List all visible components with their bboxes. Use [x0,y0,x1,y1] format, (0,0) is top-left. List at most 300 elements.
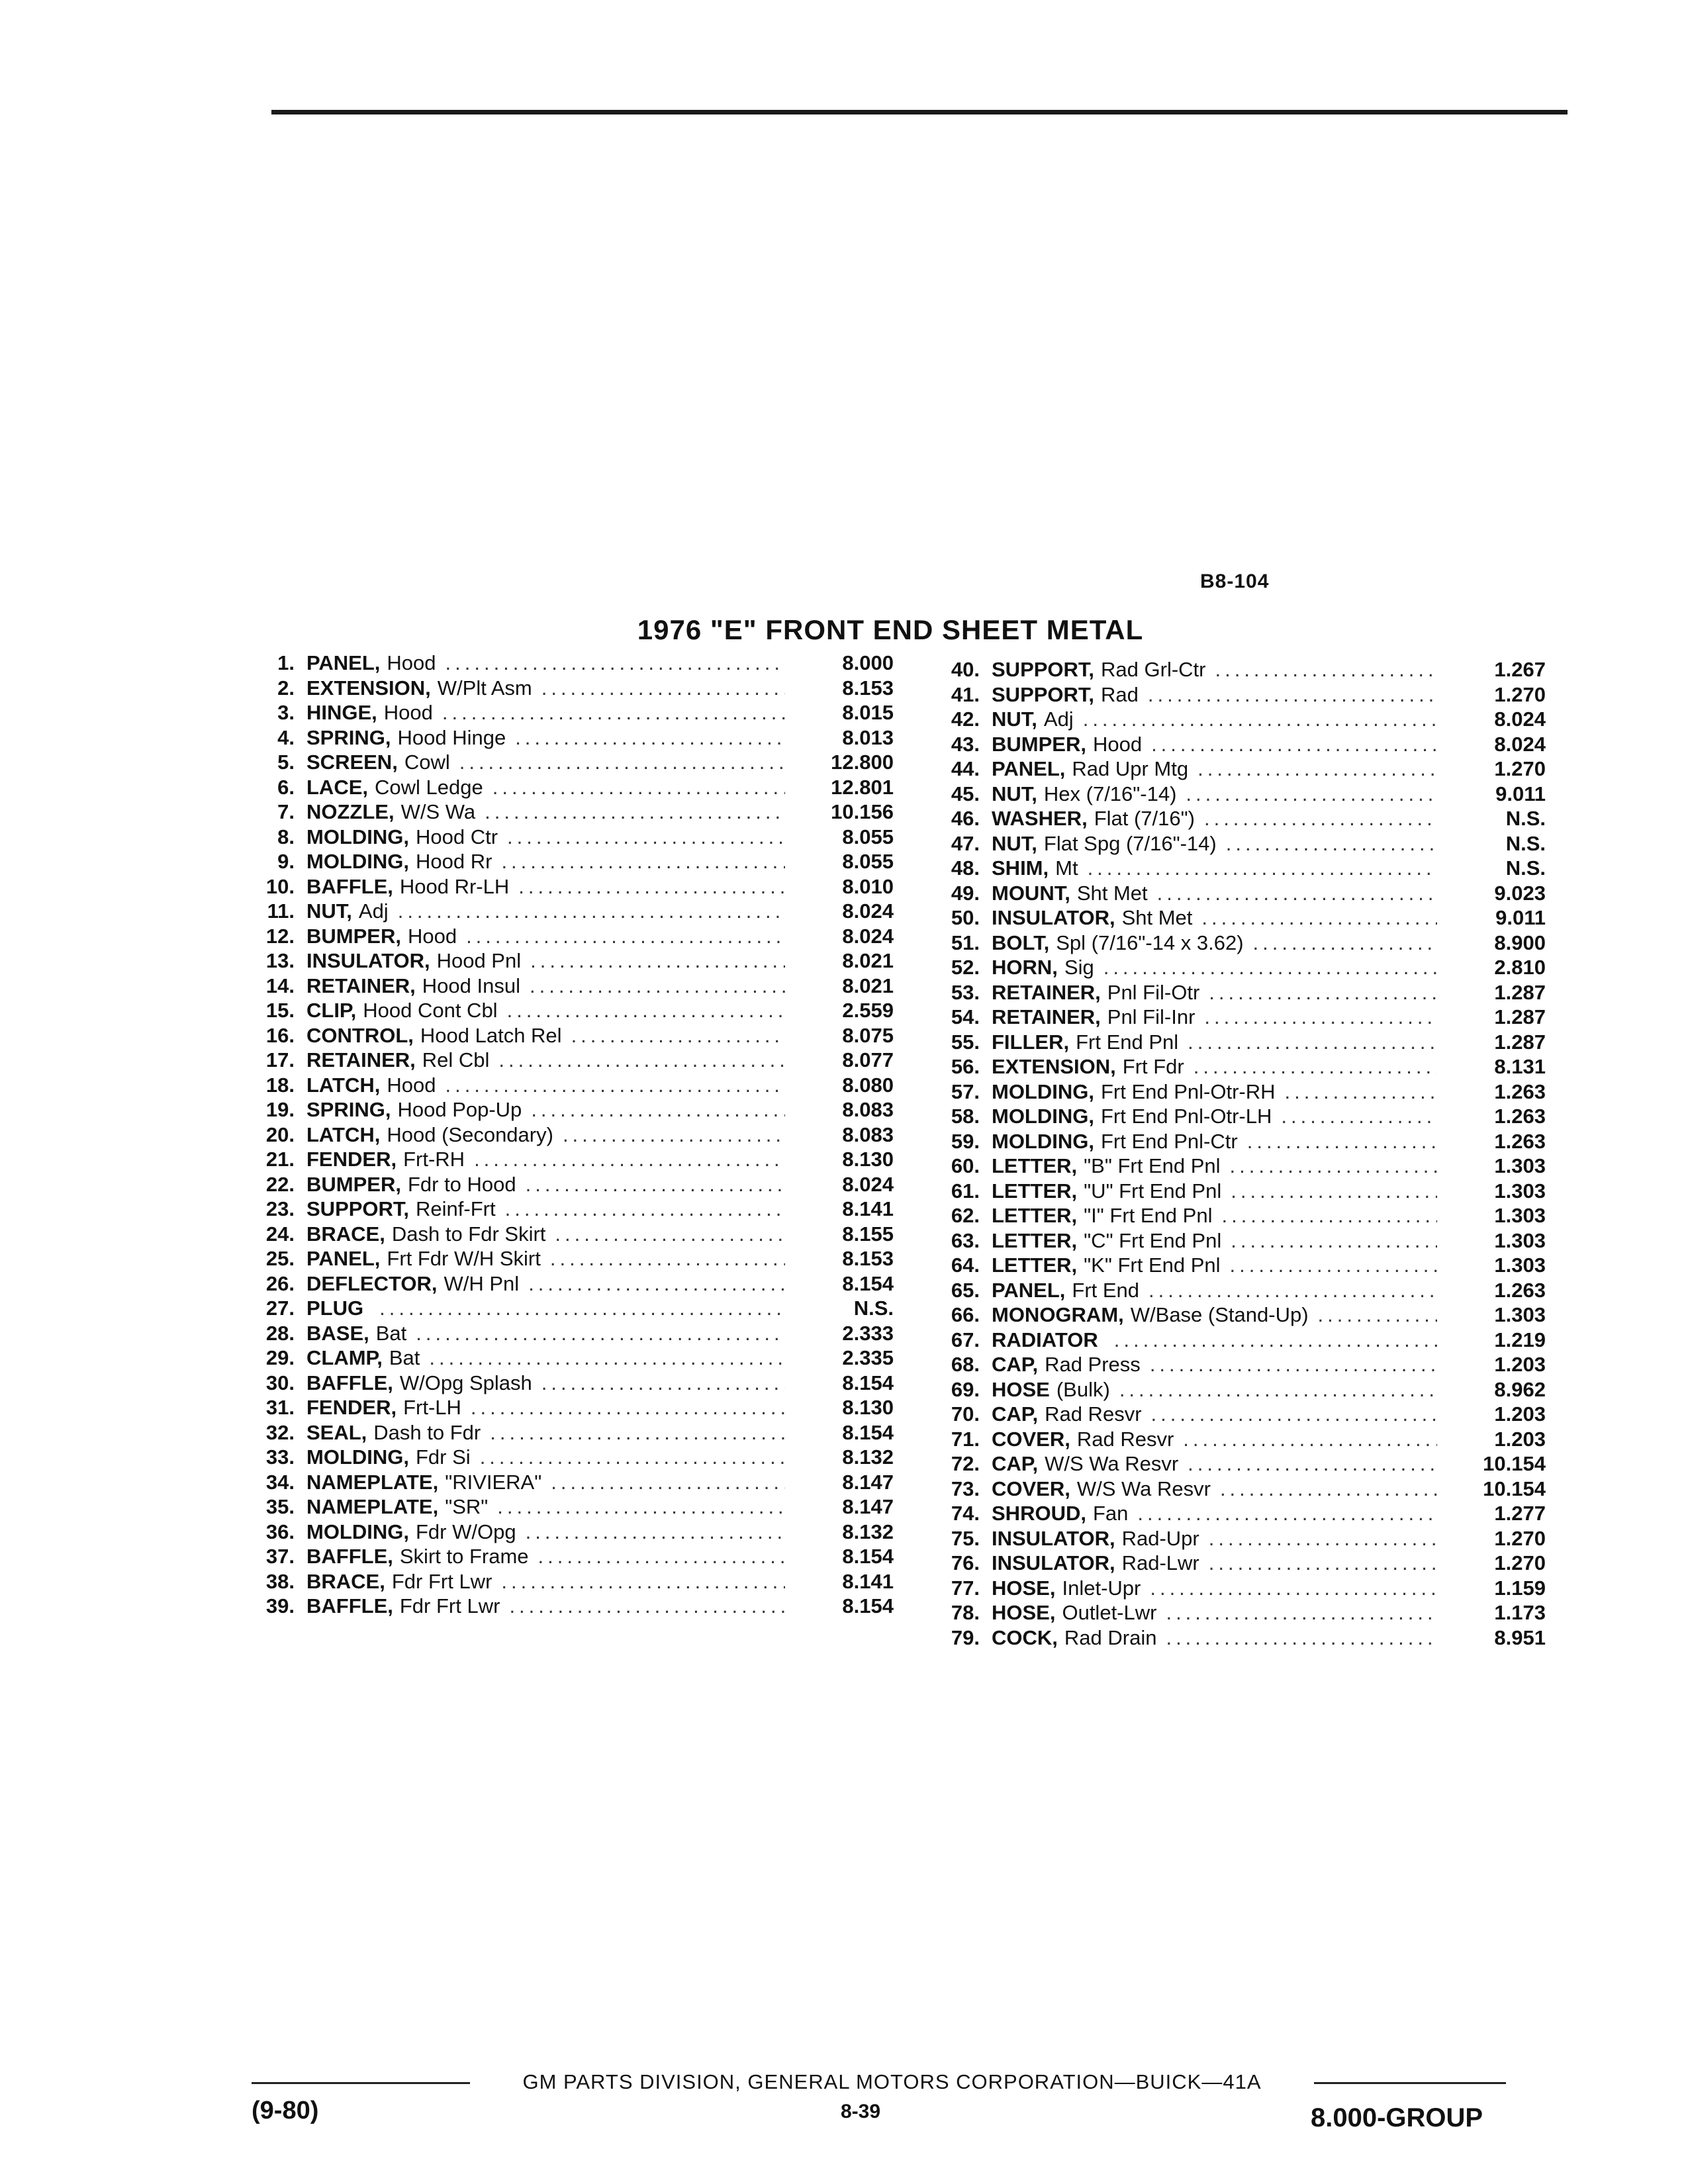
dot-leader [531,1097,785,1122]
list-item [923,1030,1546,1055]
part-name: INSULATOR, [992,906,1115,929]
part-description: Rad Press [1045,1353,1141,1376]
part-description: Hood Insul [422,974,520,997]
item-number: 74. [951,1502,980,1525]
part-description: Hood Ctr [416,825,498,848]
list-item [238,1594,894,1619]
part-name: RADIATOR [992,1328,1098,1351]
part-description: Hood [387,1073,436,1097]
item-number: 20. [265,1122,295,1146]
footer-rule-right [1314,2082,1506,2084]
group-code: 8.055 [842,850,894,873]
list-item [238,899,894,924]
part-name: BAFFLE, [306,1371,393,1394]
part-description: W/Base (Stand-Up) [1130,1303,1309,1326]
item-number: 35. [265,1495,295,1518]
group-code: 8.080 [842,1073,894,1097]
group-code: 9.011 [1495,782,1546,805]
dot-leader [429,1345,785,1371]
dot-leader [551,1470,785,1495]
part-description: Hood [387,651,436,674]
part-name: BAFFLE, [306,1545,393,1568]
group-code: 1.287 [1494,1030,1546,1054]
dot-leader [1209,980,1437,1005]
list-item [238,725,894,751]
dot-leader [518,874,785,899]
dot-leader [507,825,785,850]
group-code: 8.951 [1494,1625,1546,1649]
part-name: PANEL, [992,757,1066,780]
part-name: LATCH, [306,1073,381,1097]
list-item [238,1494,894,1520]
dot-leader [1151,1402,1437,1427]
dot-leader [459,750,785,775]
group-code: 8.153 [842,1247,894,1270]
item-number: 50. [951,906,980,929]
list-item [238,1097,894,1122]
dot-leader [1083,707,1437,732]
group-code: 8.024 [1494,707,1546,731]
part-name: SCREEN, [306,751,398,774]
item-number: 1. [277,651,295,674]
dot-leader [497,1494,785,1520]
part-name: COCK, [992,1625,1058,1649]
part-description: Fdr to Hood [407,1172,516,1196]
part-name: CLIP, [306,999,357,1022]
item-number: 56. [951,1055,980,1078]
part-description: Bat [375,1321,407,1345]
group-code: 12.800 [831,751,894,774]
part-name: FENDER, [306,1148,397,1171]
list-item [923,1253,1546,1278]
part-name: NUT, [992,831,1037,855]
part-description: W/Plt Asm [437,676,532,700]
list-item [238,849,894,874]
list-item [923,732,1546,757]
list-item [238,1122,894,1148]
part-name: SPRING, [306,725,391,749]
part-name: HOSE [992,1377,1050,1401]
part-description: Pnl Fil-Otr [1107,980,1200,1004]
list-item [923,955,1546,980]
group-code: 1.270 [1494,682,1546,706]
group-code: 8.147 [842,1495,894,1518]
item-number: 16. [265,1023,295,1047]
group-code: 1.287 [1494,980,1546,1004]
item-number: 25. [265,1247,295,1270]
dot-leader [1247,1129,1437,1154]
item-number: 18. [265,1073,295,1097]
item-number: 12. [265,924,295,948]
list-item [238,948,894,974]
dot-leader [445,651,786,676]
list-item [923,856,1546,881]
group-code: N.S. [1505,807,1546,830]
list-item [923,1451,1546,1477]
dot-leader [571,1023,785,1048]
list-item [238,1296,894,1321]
item-number: 40. [951,658,980,681]
item-number: 59. [951,1129,980,1153]
item-number: 2. [277,676,295,700]
group-code: 2.810 [1494,956,1546,979]
dot-leader [526,1520,785,1545]
dot-leader [490,1420,785,1445]
dot-leader [1220,1477,1437,1502]
group-code: 12.801 [831,775,894,799]
part-name: MONOGRAM, [992,1303,1124,1326]
group-code: 8.075 [842,1023,894,1047]
group-code: 1.287 [1494,1005,1546,1028]
list-item [923,1600,1546,1625]
dot-leader [555,1222,785,1247]
part-description: Hood Rr [416,850,492,873]
list-item [923,1625,1546,1651]
list-item [923,881,1546,906]
dot-leader [530,974,785,999]
dot-leader [1114,1328,1437,1353]
dot-leader [1149,1278,1437,1303]
list-item [923,1576,1546,1601]
dot-leader [1253,931,1437,956]
dot-leader [471,1395,785,1420]
part-name: NAMEPLATE, [306,1495,439,1518]
dot-leader [530,948,785,974]
list-item [238,750,894,775]
part-description: Rad [1101,682,1139,706]
item-number: 66. [951,1303,980,1326]
list-item [923,905,1546,931]
dot-leader [541,676,785,701]
dot-leader [498,1048,785,1073]
list-item [238,1520,894,1545]
item-number: 13. [265,949,295,972]
dot-leader [1088,856,1437,881]
part-description: Rad Upr Mtg [1072,757,1189,780]
part-name: BAFFLE, [306,874,393,898]
dot-leader [1137,1501,1437,1526]
part-name: BRACE, [306,1222,385,1246]
part-description: Pnl Fil-Inr [1107,1005,1196,1028]
group-code: N.S. [1505,831,1546,855]
part-name: PANEL, [306,1247,381,1270]
part-description: "U" Frt End Pnl [1084,1179,1222,1203]
list-item [923,980,1546,1005]
part-description: "I" Frt End Pnl [1084,1204,1213,1227]
part-name: MOLDING, [306,850,409,873]
group-code: 8.153 [842,676,894,700]
part-description: Hood Latch Rel [420,1023,562,1047]
part-description: Dash to Fdr Skirt [391,1222,546,1246]
part-description: Hood Hinge [397,725,506,749]
list-item [238,1197,894,1222]
part-name: MOLDING, [992,1105,1094,1128]
part-name: SUPPORT, [992,658,1095,681]
group-code: 2.333 [842,1321,894,1345]
part-description: Frt End Pnl-Ctr [1101,1129,1238,1153]
group-code: 1.263 [1494,1105,1546,1128]
part-name: CAP, [992,1402,1039,1426]
part-description: W/S Wa Resvr [1045,1452,1179,1475]
part-name: LETTER, [992,1204,1078,1227]
dot-leader [1318,1302,1437,1328]
part-name: INSULATOR, [992,1551,1115,1574]
list-item [238,1371,894,1396]
group-code: 8.154 [842,1594,894,1617]
part-description: Rad Resvr [1045,1402,1142,1426]
group-code: 8.083 [842,1122,894,1146]
part-description: W/Opg Splash [399,1371,532,1394]
part-description: Frt-LH [403,1396,461,1419]
item-number: 49. [951,881,980,905]
part-name: LETTER, [992,1154,1078,1177]
item-number: 53. [951,980,980,1004]
group-code: 8.132 [842,1520,894,1543]
part-name: LETTER, [992,1228,1078,1252]
part-description: Fdr W/Opg [416,1520,516,1543]
group-code: 8.141 [842,1197,894,1220]
item-number: 71. [951,1427,980,1451]
part-description: Rad Drain [1064,1625,1157,1649]
dot-leader [505,1197,785,1222]
part-description: Frt End Pnl-Otr-RH [1101,1079,1276,1103]
group-code: 8.154 [842,1271,894,1295]
part-name: FENDER, [306,1396,397,1419]
group-code: 8.154 [842,1420,894,1444]
item-number: 77. [951,1576,980,1600]
list-item [238,998,894,1023]
item-number: 14. [265,974,295,997]
part-name: SHROUD, [992,1502,1086,1525]
item-number: 64. [951,1253,980,1277]
item-number: 17. [265,1048,295,1071]
list-item [923,756,1546,782]
list-item [923,1203,1546,1228]
part-description: (Bulk) [1056,1377,1110,1401]
dot-leader [1231,1228,1437,1253]
group-code: 8.083 [842,1098,894,1121]
dot-leader [1166,1600,1437,1625]
group-code: 8.024 [1494,732,1546,756]
group-code: 1.263 [1494,1079,1546,1103]
dot-leader [501,1569,785,1594]
part-description: Cowl [404,751,450,774]
dot-leader [1204,1005,1437,1030]
list-item [923,1551,1546,1576]
part-name: PANEL, [306,651,381,674]
dot-leader [1231,1179,1437,1204]
group-code: 8.155 [842,1222,894,1246]
part-name: MOLDING, [306,825,409,848]
dot-leader [1119,1377,1437,1402]
page-title: 1976 "E" FRONT END SHEET METAL [637,614,1144,645]
list-item [238,825,894,850]
item-number: 15. [265,999,295,1022]
part-name: RETAINER, [992,1005,1101,1028]
part-description: Flat Spg (7/16"-14) [1043,831,1217,855]
item-number: 39. [265,1594,295,1617]
list-item [923,1129,1546,1154]
dot-leader [509,1594,785,1619]
list-item [923,1377,1546,1402]
item-number: 76. [951,1551,980,1574]
list-item [238,1395,894,1420]
dot-leader [538,1544,785,1569]
part-description: Spl (7/16"-14 x 3.62) [1056,931,1244,954]
part-description: Cowl Ledge [375,775,483,799]
item-number: 72. [951,1452,980,1475]
item-number: 70. [951,1402,980,1426]
part-name: SPRING, [306,1098,391,1121]
part-description: Sig [1064,956,1094,979]
dot-leader [416,1321,785,1346]
group-code: 8.055 [842,825,894,848]
item-number: 33. [265,1445,295,1469]
group-code: 8.900 [1494,931,1546,954]
part-name: MOLDING, [306,1445,409,1469]
part-name: CLAMP, [306,1346,383,1369]
part-description: Frt Fdr [1122,1055,1184,1078]
list-item [923,1477,1546,1502]
item-number: 19. [265,1098,295,1121]
list-item [238,874,894,899]
list-item [923,707,1546,732]
part-name: CAP, [992,1353,1039,1376]
dot-leader [1209,1526,1437,1551]
dot-leader [1157,881,1437,906]
dot-leader [1209,1551,1437,1576]
part-description: Skirt to Frame [399,1545,529,1568]
group-code: 10.154 [1483,1452,1546,1475]
part-name: CAP, [992,1452,1039,1475]
dot-leader [1230,1253,1437,1278]
list-item [238,700,894,725]
item-number: 5. [277,751,295,774]
group-code: 8.131 [1494,1055,1546,1078]
dot-leader [1150,1576,1437,1601]
item-number: 4. [277,725,295,749]
list-item [923,1278,1546,1303]
part-description: Outlet-Lwr [1062,1601,1157,1624]
dot-leader [1221,1203,1437,1228]
group-code: 8.021 [842,949,894,972]
list-item [238,1345,894,1371]
dot-leader [492,775,785,800]
item-number: 57. [951,1079,980,1103]
item-number: 37. [265,1545,295,1568]
part-description: Frt End Pnl [1076,1030,1179,1054]
part-name: BUMPER, [992,732,1086,756]
part-description: Hood [407,924,457,948]
part-name: HORN, [992,956,1058,979]
item-number: 45. [951,782,980,805]
list-item [923,782,1546,807]
item-number: 11. [267,899,295,923]
item-number: 67. [951,1328,980,1351]
dot-leader [515,725,785,751]
part-description: W/S Wa [400,800,476,823]
page-number: 8-39 [840,2101,881,2122]
group-code: 9.011 [1495,906,1546,929]
list-item [238,651,894,676]
part-name: MOLDING, [992,1079,1094,1103]
footer-publisher: GM PARTS DIVISION, GENERAL MOTORS CORPORATION—BUICK—41A [522,2070,1262,2093]
part-description: Adj [358,899,389,923]
list-item [238,676,894,701]
part-name: FILLER, [992,1030,1070,1054]
group-code: 1.303 [1494,1303,1546,1326]
footer-rule-left [252,2082,470,2084]
part-name: RETAINER, [306,1048,416,1071]
part-name: MOLDING, [306,1520,409,1543]
part-name: CONTROL, [306,1023,414,1047]
part-name: BUMPER, [306,1172,401,1196]
group-code: 1.303 [1494,1179,1546,1203]
list-item [238,1246,894,1271]
dot-leader [442,700,785,725]
part-name: NAMEPLATE, [306,1470,439,1494]
dot-leader [528,1271,785,1297]
item-number: 43. [951,732,980,756]
dot-leader [1183,1427,1437,1452]
group-code: 8.077 [842,1048,894,1071]
part-description: Rad Resvr [1076,1427,1174,1451]
part-name: BUMPER, [306,924,401,948]
group-code: 1.203 [1494,1427,1546,1451]
part-description: Fdr Frt Lwr [399,1594,500,1617]
list-item [923,1179,1546,1204]
group-code: 1.277 [1494,1502,1546,1525]
item-number: 60. [951,1154,980,1177]
part-name: BASE, [306,1321,369,1345]
part-description: Inlet-Upr [1062,1576,1141,1600]
part-description: Dash to Fdr [373,1420,481,1444]
group-code: 2.335 [842,1346,894,1369]
list-item [923,1501,1546,1526]
item-number: 23. [265,1197,295,1220]
group-code: 8.021 [842,974,894,997]
item-number: 65. [951,1278,980,1302]
group-code: 1.303 [1494,1228,1546,1252]
group-code: 1.270 [1494,1551,1546,1574]
group-code: 10.154 [1483,1477,1546,1500]
group-code: 8.130 [842,1396,894,1419]
group-code: 8.962 [1494,1377,1546,1401]
item-number: 62. [951,1204,980,1227]
part-description: Hood [383,701,433,724]
footer-date: (9-80) [252,2097,319,2124]
item-number: 48. [951,856,980,880]
item-number: 52. [951,956,980,979]
group-code: 8.015 [842,701,894,724]
dot-leader [1197,756,1437,782]
part-description: "RIVIERA" [445,1470,542,1494]
part-name: BOLT, [992,931,1050,954]
part-description: Rel Cbl [422,1048,490,1071]
dot-leader [550,1246,785,1271]
item-number: 7. [277,800,295,823]
part-description: Fan [1092,1502,1129,1525]
list-item [238,799,894,825]
group-code: 10.156 [831,800,894,823]
list-item [923,1526,1546,1551]
group-code: 9.023 [1494,881,1546,905]
part-name: HOSE, [992,1576,1056,1600]
dot-leader [507,998,785,1023]
group-code: 8.154 [842,1371,894,1394]
item-number: 69. [951,1377,980,1401]
part-description: "SR" [445,1495,489,1518]
